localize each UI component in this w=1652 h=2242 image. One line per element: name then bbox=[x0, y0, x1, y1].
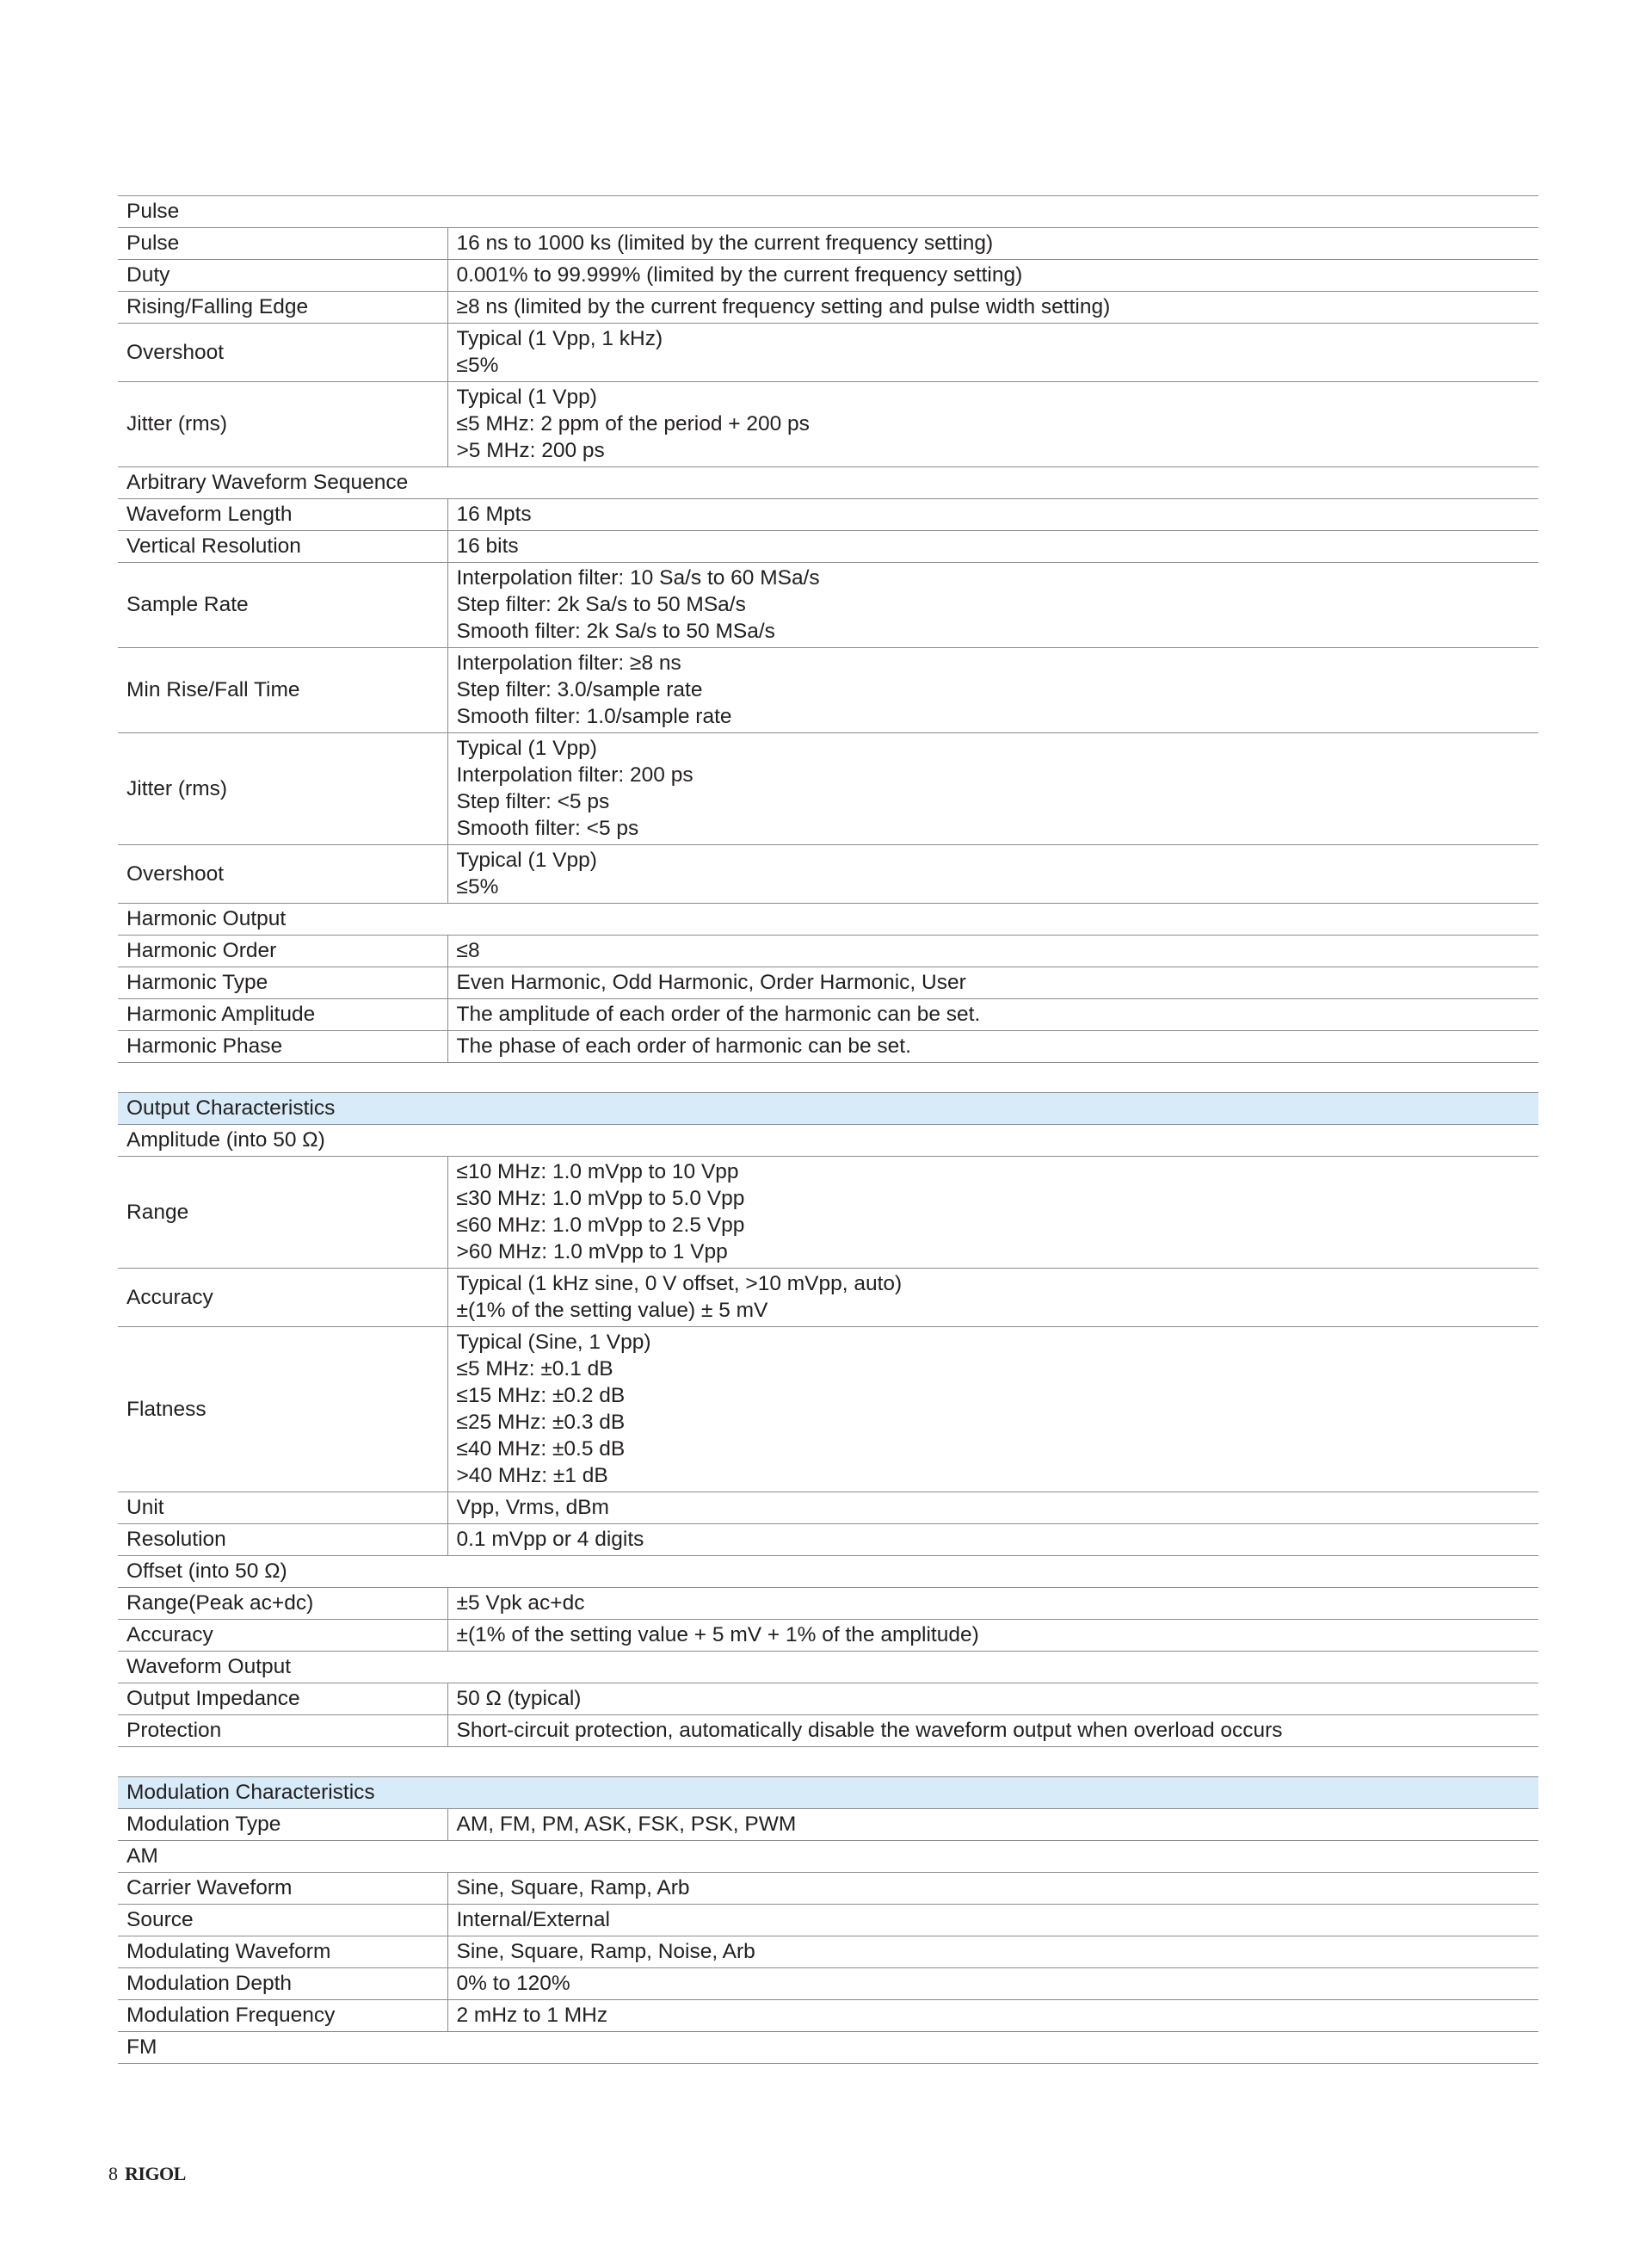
spec-value bbox=[447, 1524, 1538, 1556]
spec-value-line: Step filter: 2k Sa/s to 50 MSa/s bbox=[456, 593, 746, 616]
spec-value-line: ≥8 ns (limited by the current frequency setting and pulse width setting) bbox=[456, 295, 1111, 318]
spec-label: Output Impedance bbox=[118, 1683, 447, 1715]
spec-row bbox=[118, 1588, 1538, 1620]
spec-value-line: Typical (1 Vpp) bbox=[456, 386, 597, 409]
spec-row bbox=[118, 1968, 1538, 2000]
spec-row bbox=[118, 936, 1538, 967]
spec-value-line: 0.1 mVpp or 4 digits bbox=[456, 1528, 644, 1551]
spec-value bbox=[447, 1715, 1538, 1747]
spec-label: Source bbox=[118, 1905, 447, 1936]
spec-value bbox=[447, 1492, 1538, 1524]
spec-value-line: 2 mHz to 1 MHz bbox=[456, 2004, 608, 2027]
group-row bbox=[118, 467, 1538, 499]
spec-value bbox=[447, 1809, 1538, 1841]
group-row bbox=[118, 1125, 1538, 1157]
spec-row bbox=[118, 1327, 1538, 1492]
spec-value bbox=[447, 1327, 1538, 1492]
spec-label: Range(Peak ac+dc) bbox=[118, 1588, 447, 1620]
spec-row bbox=[118, 382, 1538, 467]
spec-label: Accuracy bbox=[118, 1620, 447, 1652]
spec-label: Protection bbox=[118, 1715, 447, 1747]
spec-row bbox=[118, 563, 1538, 648]
spec-row bbox=[118, 999, 1538, 1031]
spec-row bbox=[118, 845, 1538, 904]
group-title: Arbitrary Waveform Sequence bbox=[118, 467, 1538, 499]
spec-value-line: ±(1% of the setting value + 5 mV + 1% of the amplitude) bbox=[456, 1623, 979, 1646]
spec-value bbox=[447, 260, 1538, 292]
spec-value-line: 0% to 120% bbox=[456, 1972, 570, 1995]
group-title: Offset (into 50 Ω) bbox=[118, 1556, 1538, 1588]
spec-row bbox=[118, 967, 1538, 999]
spec-value bbox=[447, 1873, 1538, 1905]
group-row bbox=[118, 1556, 1538, 1588]
spec-value-line: >60 MHz: 1.0 mVpp to 1 Vpp bbox=[456, 1240, 728, 1263]
section-title: Modulation Characteristics bbox=[118, 1777, 1538, 1809]
spec-label: Harmonic Order bbox=[118, 936, 447, 967]
spec-value-line: Internal/External bbox=[456, 1908, 610, 1931]
spec-row bbox=[118, 1683, 1538, 1715]
spec-row bbox=[118, 1905, 1538, 1936]
spec-value bbox=[447, 1157, 1538, 1269]
spec-value bbox=[447, 382, 1538, 467]
spec-row bbox=[118, 1524, 1538, 1556]
spec-label: Harmonic Amplitude bbox=[118, 999, 447, 1031]
section-header bbox=[118, 1093, 1538, 1125]
spec-value-line: Interpolation filter: ≥8 ns bbox=[456, 652, 681, 675]
spec-value-line: >5 MHz: 200 ps bbox=[456, 439, 605, 462]
spec-value-line: Interpolation filter: 10 Sa/s to 60 MSa/s bbox=[456, 566, 820, 590]
spec-value-line: Typical (Sine, 1 Vpp) bbox=[456, 1331, 651, 1354]
spec-label: Vertical Resolution bbox=[118, 531, 447, 563]
spec-label: Accuracy bbox=[118, 1269, 447, 1327]
spec-row bbox=[118, 499, 1538, 531]
brand-logo: RIGOL bbox=[125, 2163, 186, 2184]
group-row bbox=[118, 1841, 1538, 1873]
spec-value bbox=[447, 648, 1538, 733]
spec-row bbox=[118, 2000, 1538, 2032]
spec-label: Overshoot bbox=[118, 324, 447, 382]
spec-row bbox=[118, 1809, 1538, 1841]
spec-value bbox=[447, 1620, 1538, 1652]
spec-value bbox=[447, 563, 1538, 648]
spec-value bbox=[447, 1936, 1538, 1968]
group-title: FM bbox=[118, 2032, 1538, 2064]
spec-label: Waveform Length bbox=[118, 499, 447, 531]
spec-label: Pulse bbox=[118, 228, 447, 260]
spec-label: Duty bbox=[118, 260, 447, 292]
spec-value-line: Step filter: 3.0/sample rate bbox=[456, 678, 703, 701]
spec-value bbox=[447, 499, 1538, 531]
group-title: Pulse bbox=[118, 196, 1538, 228]
spec-value bbox=[447, 1588, 1538, 1620]
spec-label: Harmonic Type bbox=[118, 967, 447, 999]
spec-value bbox=[447, 936, 1538, 967]
spec-value-line: 16 ns to 1000 ks (limited by the current frequency setting) bbox=[456, 232, 994, 255]
section-gap bbox=[118, 1063, 1538, 1092]
spec-value-line: Step filter: <5 ps bbox=[456, 790, 610, 813]
spec-value-line: Sine, Square, Ramp, Arb bbox=[456, 1876, 690, 1899]
spec-value-line: ≤5% bbox=[456, 354, 499, 377]
spec-value-line: Interpolation filter: 200 ps bbox=[456, 763, 693, 787]
spec-row bbox=[118, 1715, 1538, 1747]
spec-row bbox=[118, 1492, 1538, 1524]
group-title: Waveform Output bbox=[118, 1652, 1538, 1683]
spec-value-line: ±5 Vpk ac+dc bbox=[456, 1591, 585, 1615]
spec-value-line: ≤10 MHz: 1.0 mVpp to 10 Vpp bbox=[456, 1160, 739, 1183]
section-gap bbox=[118, 1747, 1538, 1776]
spec-table bbox=[118, 1776, 1538, 2064]
spec-row bbox=[118, 1157, 1538, 1269]
spec-value-line: Even Harmonic, Odd Harmonic, Order Harmonic, User bbox=[456, 971, 966, 994]
spec-value-line: Vpp, Vrms, dBm bbox=[456, 1496, 609, 1519]
spec-label: Sample Rate bbox=[118, 563, 447, 648]
group-title: AM bbox=[118, 1841, 1538, 1873]
spec-row bbox=[118, 531, 1538, 563]
spec-label: Modulating Waveform bbox=[118, 1936, 447, 1968]
group-title: Amplitude (into 50 Ω) bbox=[118, 1125, 1538, 1157]
spec-row bbox=[118, 1936, 1538, 1968]
spec-table bbox=[118, 1092, 1538, 1747]
page-number: 8 bbox=[108, 2163, 118, 2184]
spec-value bbox=[447, 999, 1538, 1031]
spec-value bbox=[447, 1031, 1538, 1063]
group-row bbox=[118, 1652, 1538, 1683]
group-row bbox=[118, 904, 1538, 936]
spec-value-line: AM, FM, PM, ASK, FSK, PSK, PWM bbox=[456, 1813, 797, 1836]
section-title: Output Characteristics bbox=[118, 1093, 1538, 1125]
spec-value-line: Smooth filter: <5 ps bbox=[456, 817, 639, 840]
spec-value-line: Typical (1 kHz sine, 0 V offset, >10 mVpp, auto) bbox=[456, 1272, 903, 1295]
spec-value bbox=[447, 228, 1538, 260]
spec-value bbox=[447, 2000, 1538, 2032]
spec-row bbox=[118, 1873, 1538, 1905]
group-row bbox=[118, 196, 1538, 228]
spec-value-line: Typical (1 Vpp) bbox=[456, 849, 597, 872]
spec-label: Min Rise/Fall Time bbox=[118, 648, 447, 733]
spec-value bbox=[447, 292, 1538, 324]
group-title: Harmonic Output bbox=[118, 904, 1538, 936]
spec-value-line: Smooth filter: 2k Sa/s to 50 MSa/s bbox=[456, 620, 775, 643]
spec-value bbox=[447, 1968, 1538, 2000]
spec-value-line: 0.001% to 99.999% (limited by the current frequency setting) bbox=[456, 263, 1023, 287]
spec-value bbox=[447, 1683, 1538, 1715]
spec-value bbox=[447, 733, 1538, 845]
spec-row bbox=[118, 1031, 1538, 1063]
spec-value-line: ≤5 MHz: ±0.1 dB bbox=[456, 1357, 613, 1380]
spec-label: Carrier Waveform bbox=[118, 1873, 447, 1905]
spec-label: Overshoot bbox=[118, 845, 447, 904]
spec-label: Flatness bbox=[118, 1327, 447, 1492]
spec-row bbox=[118, 733, 1538, 845]
spec-value bbox=[447, 967, 1538, 999]
spec-value-line: ≤15 MHz: ±0.2 dB bbox=[456, 1384, 626, 1407]
spec-label: Unit bbox=[118, 1492, 447, 1524]
spec-value-line: 16 bits bbox=[456, 534, 519, 558]
spec-value-line: Smooth filter: 1.0/sample rate bbox=[456, 705, 732, 728]
spec-value-line: 16 Mpts bbox=[456, 503, 532, 526]
spec-value-line: Typical (1 Vpp, 1 kHz) bbox=[456, 327, 663, 350]
spec-label: Harmonic Phase bbox=[118, 1031, 447, 1063]
spec-value bbox=[447, 324, 1538, 382]
spec-value-line: ≤60 MHz: 1.0 mVpp to 2.5 Vpp bbox=[456, 1214, 745, 1237]
spec-value bbox=[447, 531, 1538, 563]
spec-label: Resolution bbox=[118, 1524, 447, 1556]
spec-value-line: Sine, Square, Ramp, Noise, Arb bbox=[456, 1940, 755, 1963]
spec-value-line: >40 MHz: ±1 dB bbox=[456, 1464, 608, 1487]
spec-value-line: ≤5% bbox=[456, 875, 499, 899]
spec-value-line: Short-circuit protection, automatically disable the waveform output when overload occurs bbox=[456, 1719, 1283, 1742]
spec-table bbox=[118, 195, 1538, 1063]
group-row bbox=[118, 2032, 1538, 2064]
spec-row bbox=[118, 260, 1538, 292]
spec-label: Range bbox=[118, 1157, 447, 1269]
spec-label: Modulation Type bbox=[118, 1809, 447, 1841]
spec-label: Modulation Depth bbox=[118, 1968, 447, 2000]
spec-label: Modulation Frequency bbox=[118, 2000, 447, 2032]
spec-row bbox=[118, 1620, 1538, 1652]
spec-row bbox=[118, 648, 1538, 733]
spec-row bbox=[118, 324, 1538, 382]
page-footer bbox=[108, 2163, 186, 2185]
spec-value-line: ≤5 MHz: 2 ppm of the period + 200 ps bbox=[456, 412, 810, 435]
spec-value-line: 50 Ω (typical) bbox=[456, 1687, 582, 1710]
spec-value bbox=[447, 1905, 1538, 1936]
spec-value-line: ≤40 MHz: ±0.5 dB bbox=[456, 1437, 626, 1461]
spec-row bbox=[118, 228, 1538, 260]
spec-row bbox=[118, 1269, 1538, 1327]
spec-label: Jitter (rms) bbox=[118, 382, 447, 467]
spec-value-line: ±(1% of the setting value) ± 5 mV bbox=[456, 1299, 768, 1322]
spec-value bbox=[447, 1269, 1538, 1327]
spec-sheet bbox=[118, 195, 1538, 2064]
spec-row bbox=[118, 292, 1538, 324]
spec-label: Rising/Falling Edge bbox=[118, 292, 447, 324]
spec-label: Jitter (rms) bbox=[118, 733, 447, 845]
spec-value-line: ≤8 bbox=[456, 939, 480, 962]
spec-value-line: The phase of each order of harmonic can be set. bbox=[456, 1035, 911, 1058]
spec-value-line: The amplitude of each order of the harmonic can be set. bbox=[456, 1003, 981, 1026]
section-header bbox=[118, 1777, 1538, 1809]
spec-value bbox=[447, 845, 1538, 904]
spec-value-line: Typical (1 Vpp) bbox=[456, 737, 597, 760]
spec-value-line: ≤30 MHz: 1.0 mVpp to 5.0 Vpp bbox=[456, 1187, 745, 1210]
spec-value-line: ≤25 MHz: ±0.3 dB bbox=[456, 1411, 626, 1434]
